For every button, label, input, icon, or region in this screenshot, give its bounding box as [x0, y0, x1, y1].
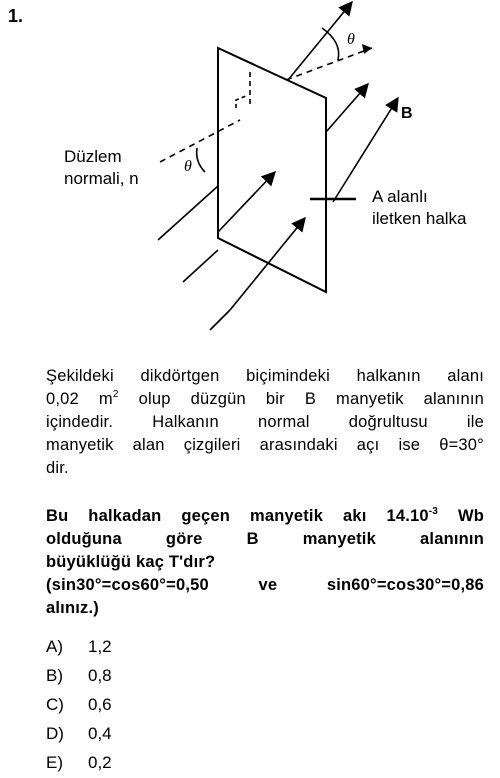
option-d[interactable]: D) 0,4	[46, 724, 112, 743]
field-line	[210, 310, 230, 330]
loop-label: A alanlı iletken halka	[372, 187, 467, 228]
theta-label-top: θ	[347, 31, 355, 48]
option-c[interactable]: C) 0,6	[46, 695, 112, 714]
option-a[interactable]: A) 1,2	[46, 637, 112, 656]
problem-text: Şekildeki dikdörtgen biçimindeki halkanın alanı 0,02 $m^2$ olup düzgün bir B manyetik alanının içindedir. Halkanın normal doğrultusu ile manyetik alan çizgileri arasındaki açı ise θ=30° dir.	[46, 367, 484, 477]
question-number: 1.	[8, 6, 24, 26]
field-line-arrow	[218, 172, 275, 232]
option-e[interactable]: E) 0,2	[46, 753, 112, 772]
area-line: 0,02 $m^2$ olup düzgün bir B manyetik alanının	[46, 389, 484, 408]
field-line-arrow	[230, 218, 305, 310]
field-label-B: B	[401, 105, 413, 122]
answer-options	[46, 632, 246, 777]
option-b[interactable]: B) 0,8	[46, 666, 112, 685]
theta-label-left: θ	[184, 158, 192, 175]
normal-dashed-extension	[286, 48, 372, 80]
field-line	[183, 250, 218, 282]
normal-dashed-line	[160, 120, 240, 162]
normal-arrowhead	[362, 44, 372, 54]
field-line-arrow	[326, 84, 368, 132]
conducting-loop	[218, 48, 326, 292]
flux-line: Bu halkadan geçen manyetik akı $14.10^{-3}$ Wb	[46, 506, 484, 525]
normal-label: Düzlem normali, n	[64, 147, 139, 188]
theta-arc-left	[197, 148, 205, 172]
question-text: Bu halkadan geçen manyetik akı $14.10^{-3}$ Wb olduğuna göre B manyetik alanının büyüklüğü kaç T'dır? (sin30°=cos60°=0,50 ve sin60°=cos30°=0,86 alınız.)	[46, 506, 484, 617]
right-angle-marker	[236, 96, 246, 108]
theta-arc-top	[322, 28, 339, 60]
field-line	[158, 186, 218, 240]
field-line-arrow	[288, 2, 352, 80]
